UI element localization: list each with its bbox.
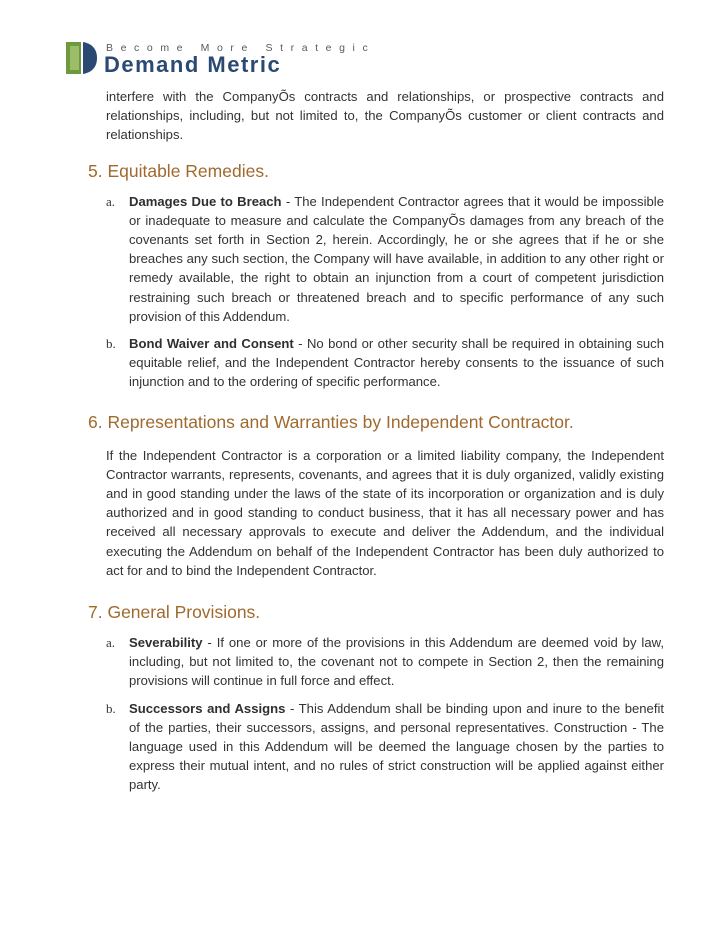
item-title: Severability: [129, 635, 203, 651]
item-letter: b.: [106, 336, 116, 352]
item-title: Damages Due to Breach: [129, 193, 282, 209]
list-item: [106, 699, 664, 795]
item-body: [129, 334, 664, 392]
brand-name: Demand Metric: [104, 52, 282, 77]
list-item: [106, 192, 664, 326]
intro-paragraph: interfere with the CompanyÕs contracts and relationships, or prospective contracts and relationships, including, but not limited to, the CompanyÕs customer or client contracts and relationships.: [106, 89, 664, 143]
section-heading: 6. Representations and Warranties by Independent Contractor.: [88, 411, 574, 432]
item-body: [129, 699, 664, 795]
section-paragraph: If the Independent Contractor is a corporation or a limited liability company, the Independent Contractor warrants, represents, covenants, and agrees that it is duly organized, validly existing and in good standing under the laws of the state of its incorporation or organization and is duly authorized and in good standing to conduct business, that it has all necessary power and has received all necessary approvals to execute and deliver the Addendum, and the individual executing the Addendum on behalf of the Independent Contractor has been duly authorized to act for and to bind the Independent Contractor.: [106, 447, 664, 578]
item-title: Bond Waiver and Consent: [129, 336, 294, 352]
item-title: Successors and Assigns: [129, 700, 286, 716]
list-item: [106, 334, 664, 392]
demand-metric-logo: [64, 38, 376, 80]
item-letter: a.: [106, 193, 116, 209]
section-items: [88, 633, 664, 795]
list-item: [106, 633, 664, 691]
tagline: Become More Strategic: [106, 42, 376, 54]
logo-mark-icon: [64, 40, 98, 76]
item-body: [129, 192, 664, 326]
document-body: [88, 87, 664, 803]
item-text: - If one or more of the provisions in this Addendum are deemed void by law, including, but not limited to, the covenant not to compete in Section 2, then the remaining provisions will continue in full force and effect.: [129, 635, 664, 689]
item-text: - No bond or other security shall be required in obtaining such equitable relief, and the Independent Contractor hereby consents to the issuance of such injunction and to the ordering of specific performance.: [129, 336, 664, 390]
item-text: - The Independent Contractor agrees that it would be impossible or inadequate to measure and calculate the CompanyÕs damages from any breach of the covenants set forth in Section 2, herein. Accordingly, he or she agrees that if he or she breaches any such section, the Company will have available, in addition to any other right or remedy available, the right to obtain an injunction from a court of competent jurisdiction restraining such breach or threatened breach and to specific performance of any such provision of this Addendum.: [129, 193, 664, 324]
item-letter: a.: [106, 635, 116, 651]
section-heading: 7. General Provisions.: [88, 602, 261, 623]
item-text: - This Addendum shall be binding upon and inure to the benefit of the parties, their successors, assigns, and personal representatives. Construction - The language used in this Addendum will be deemed the language chosen by the parties to express their mutual intent, and no rules of strict construction will be applied against either party.: [129, 700, 665, 793]
section-heading: 5. Equitable Remedies.: [88, 160, 269, 181]
section-items: [88, 192, 664, 392]
item-body: [129, 633, 664, 691]
item-letter: b.: [106, 700, 116, 716]
